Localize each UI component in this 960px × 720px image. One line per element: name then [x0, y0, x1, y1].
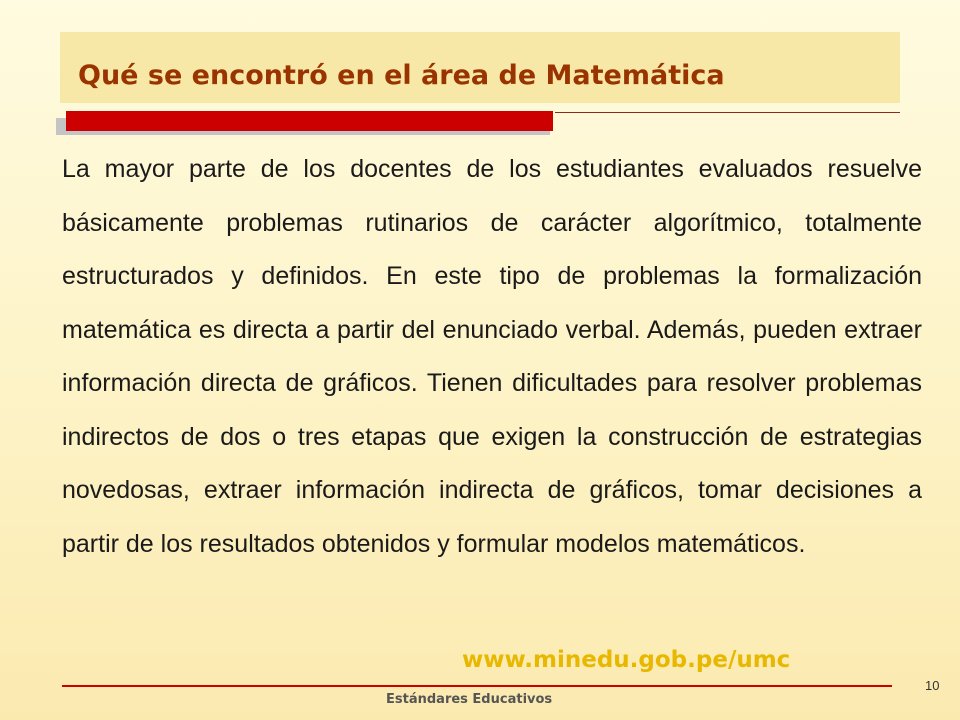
body-paragraph: La mayor parte de los docentes de los estudiantes evaluados resuelve básicamente problemas rutinarios de carácter algorítmico, totalmente estructurados y definidos. En este tipo de problemas la formalización matemática es directa a partir del enunciado verbal. Además, pueden extraer información directa de gráficos. Tienen dificultades para resolver problemas indirectos de dos o tres etapas que exigen la construcción de estrategias novedosas, extraer información indirecta de gráficos, tomar decisiones a partir de los resultados obtenidos y formular modelos matemáticos.	[62, 155, 922, 558]
page-number: 10	[925, 678, 940, 693]
title-thin-rule	[555, 112, 900, 113]
footer-label: Estándares Educativos	[386, 692, 553, 707]
accent-bar	[66, 111, 553, 131]
website-url: www.minedu.gob.pe/umc	[462, 647, 791, 673]
footer-rule	[62, 685, 892, 687]
slide-title: Qué se encontró en el área de Matemática	[78, 60, 725, 91]
